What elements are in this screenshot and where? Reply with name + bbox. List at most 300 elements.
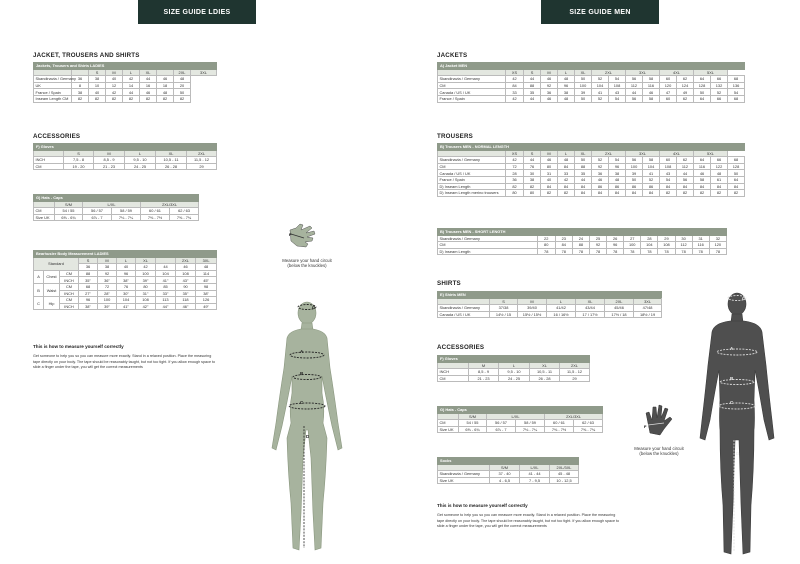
table-cell: 84 — [643, 190, 660, 197]
table-cell: 8,5 - 9 — [94, 157, 125, 164]
table-cell: 84 — [677, 183, 694, 190]
ladies-size-table — [33, 62, 217, 103]
table-cell: France / Spain — [34, 89, 72, 96]
table-cell: XL — [140, 69, 157, 76]
table-cell: 14½ / 15 — [490, 311, 518, 318]
table-title: G) Hats - Caps — [34, 195, 199, 202]
table-cell: 58 / 59 — [516, 420, 545, 427]
table-cell: 61 — [711, 176, 728, 183]
table-cell: 2XL — [174, 69, 191, 76]
table-cell: 44 — [140, 76, 157, 83]
table-cell: 46 — [643, 89, 660, 96]
table-cell: 7⅝ - 7¾ — [170, 214, 199, 221]
label-f: F — [644, 424, 647, 429]
table-cell: 66 — [711, 76, 728, 83]
table-cell: 85 — [156, 283, 176, 290]
table-cell: 96 — [79, 297, 98, 304]
table-cell: CM — [438, 242, 538, 249]
table-cell: 36 — [592, 170, 609, 177]
table-cell: France / Spain — [438, 95, 506, 102]
table-cell: 2XL — [592, 150, 626, 157]
table-cell: 50 — [575, 76, 592, 83]
table-cell: 78 — [641, 248, 658, 255]
table-cell: 4XL — [660, 150, 694, 157]
left-hand-caption: Measure your hand circuit (below the knuckles) — [282, 258, 332, 269]
table-cell: 82 — [558, 190, 575, 197]
table-cell: 46 — [157, 76, 174, 83]
table-cell: 38 — [558, 89, 575, 96]
table-cell: 120 — [660, 82, 677, 89]
table-cell: 48 — [196, 264, 217, 271]
men-shirts-table — [437, 291, 662, 318]
table-cell: 50 — [626, 176, 643, 183]
table-cell: 96 — [607, 242, 624, 249]
table-cell: S — [79, 257, 98, 264]
table-cell: 56 / 57 — [487, 420, 516, 427]
table-cell: 78 — [537, 248, 555, 255]
table-cell: 104 — [592, 82, 609, 89]
table-cell: 7⅛ - 7¼ — [516, 426, 545, 433]
label-b: B — [300, 371, 304, 376]
table-cell: 113 — [156, 297, 176, 304]
table-cell: Skandinavia / Germany — [438, 157, 506, 164]
group-name: Hip — [44, 297, 60, 310]
table-cell: 10 - 12,5 — [550, 477, 579, 484]
table-cell: 82 — [157, 95, 174, 102]
table-cell: 30" — [117, 290, 136, 297]
label-f: F — [289, 232, 292, 237]
men-gloves-table — [437, 355, 590, 382]
table-cell: 60 — [660, 95, 677, 102]
table-cell: 11,5 - 12 — [187, 157, 217, 164]
table-cell: 31" — [136, 290, 156, 297]
table-cell: 28 — [506, 170, 524, 177]
table-cell: 56 — [626, 76, 643, 83]
table-cell: XL — [530, 362, 560, 369]
table-cell: 38 — [524, 176, 541, 183]
table-cell: Skandinavia / Germany — [438, 305, 490, 312]
table-cell: 46 — [541, 157, 558, 164]
table-cell: UK — [34, 82, 72, 89]
table-cell: 50 — [575, 95, 592, 102]
table-cell: 6⅝ - 6¾ — [459, 426, 487, 433]
table-cell: 8,5 - 9 — [469, 369, 499, 376]
table-cell — [438, 298, 490, 305]
table-cell: 42 — [506, 76, 524, 83]
table-cell: 90 — [176, 283, 196, 290]
table-cell: 104 — [156, 270, 176, 277]
table-cell: 82 — [524, 183, 541, 190]
table-cell — [438, 362, 469, 369]
table-cell: 39/40 — [518, 305, 547, 312]
table-cell: 30 — [524, 170, 541, 177]
table-cell: 76 — [117, 283, 136, 290]
table-cell: 96 — [117, 270, 136, 277]
table-title: A) Jacket MEN — [438, 63, 745, 70]
table-cell: 36 — [541, 89, 558, 96]
group-name: Chest — [44, 270, 60, 283]
table-cell: 18½ / 19 — [634, 311, 662, 318]
table-cell: 84 — [555, 242, 572, 249]
table-cell: 54 — [660, 176, 677, 183]
table-cell: 82 — [541, 190, 558, 197]
table-cell: 108 — [660, 163, 677, 170]
table-cell: Canada / US / UK — [438, 89, 506, 96]
table-cell: XL — [576, 298, 605, 305]
table-cell: 2XL/3XL — [550, 464, 579, 471]
table-cell: 38 — [98, 264, 117, 271]
table-cell: 3XL — [626, 150, 660, 157]
table-cell: 16 / 16½ — [547, 311, 576, 318]
table-cell: 84 — [558, 163, 575, 170]
table-cell: D) Inseam Length — [438, 248, 538, 255]
table-cell: 2XL — [187, 150, 217, 157]
table-cell: 35" — [79, 277, 98, 284]
men-socks-table — [437, 457, 579, 484]
woman-figure — [262, 298, 352, 563]
table-cell: 8 — [72, 82, 89, 89]
table-cell: 38" — [117, 277, 136, 284]
table-cell: 84 — [694, 183, 711, 190]
table-cell: 41" — [117, 303, 136, 310]
table-cell: 48 — [609, 176, 626, 183]
table-cell: 29 — [560, 375, 590, 382]
table-cell: 112 — [626, 82, 643, 89]
table-cell: 56 — [677, 176, 694, 183]
table-cell: 48 — [558, 157, 575, 164]
table-cell: Standard — [34, 257, 79, 270]
table-cell: Skandinavia / Germany — [438, 471, 490, 478]
table-cell: 56 — [626, 95, 643, 102]
table-title: E) Shirts MEN — [438, 292, 662, 299]
table-cell: 80 — [506, 190, 524, 197]
table-cell: 62 — [677, 157, 694, 164]
table-cell: 82 — [72, 95, 89, 102]
table-cell: 16 — [140, 82, 157, 89]
table-cell: XL — [136, 257, 156, 264]
men-jacket-table — [437, 62, 745, 103]
table-cell: 43 — [609, 89, 626, 96]
table-cell: 28 — [641, 235, 658, 242]
table-cell: 116 — [643, 82, 660, 89]
table-cell: 2XL — [592, 69, 626, 76]
left-how-title: This is how to measure yourself correctly — [33, 344, 124, 349]
table-cell: 132 — [711, 82, 728, 89]
table-cell: 82 — [677, 190, 694, 197]
table-cell: D) Inseam Length merino trousers — [438, 190, 506, 197]
table-cell: 52 — [592, 76, 609, 83]
right-section-accessories: ACCESSORIES — [437, 344, 485, 351]
table-cell: 35 — [575, 170, 592, 177]
table-cell: 26 — [607, 235, 624, 242]
table-cell: 28" — [98, 290, 117, 297]
table-cell: 54 — [609, 95, 626, 102]
table-cell: CM — [34, 163, 64, 170]
table-cell: S — [524, 150, 541, 157]
table-cell: XS — [506, 69, 524, 76]
table-cell: 42 — [123, 76, 140, 83]
table-cell: 45" — [196, 277, 217, 284]
table-cell: 86 — [592, 183, 609, 190]
label-a: A — [300, 349, 304, 354]
table-cell: 46 — [541, 95, 558, 102]
table-cell: 84 — [609, 190, 626, 197]
group-letter: B — [34, 283, 44, 296]
table-cell: 96 — [609, 163, 626, 170]
table-cell: 44 — [524, 157, 541, 164]
table-cell: 49 — [677, 89, 694, 96]
left-how-text: Get someone to help you so you can measure more exactly. Stand in a relaxed position. Place the measuring tape directly on your body. The tape should be reasonably taught, but not too tight. If you allow enough space to slide a finger under the tape, you will get the correct measurements — [33, 354, 216, 370]
table-cell: 39" — [98, 303, 117, 310]
table-cell: 84 — [541, 183, 558, 190]
table-cell: 54 / 55 — [459, 420, 487, 427]
table-cell: L — [499, 362, 530, 369]
table-cell: 84 — [626, 190, 643, 197]
table-cell: 30 — [675, 235, 692, 242]
table-cell: 68 — [728, 76, 745, 83]
table-cell: 35" — [176, 290, 196, 297]
table-cell: 68 — [79, 283, 98, 290]
table-cell: 38 — [609, 170, 626, 177]
table-cell: 5XL — [694, 69, 728, 76]
table-cell: 82 — [694, 190, 711, 197]
table-cell: 72 — [98, 283, 117, 290]
table-cell: 44" — [156, 303, 176, 310]
table-cell: 64 — [694, 76, 711, 83]
table-cell: 3XL — [196, 257, 217, 264]
table-cell: 2XL — [560, 362, 590, 369]
men-trousers-normal-table — [437, 143, 745, 197]
right-how-text: Get someone to help you so you can measure more exactly. Stand in a relaxed position. Place the measuring tape directly on your body. The tape should be reasonably taught, but not too tight. If you allow enough space to slide a finger under the tape, you will get the correct measurements — [437, 513, 620, 529]
table-cell: 52 — [592, 157, 609, 164]
table-cell: Size UK — [438, 426, 459, 433]
table-cell: 82 — [140, 95, 157, 102]
table-cell: L/XL — [83, 201, 141, 208]
table-cell: 62 — [677, 76, 694, 83]
table-cell: 9,5 - 10 — [499, 369, 530, 376]
table-cell: 42 — [136, 264, 156, 271]
right-banner: SIZE GUIDE MEN — [541, 0, 659, 24]
right-section-jackets: JACKETS — [437, 52, 468, 59]
label-b: B — [730, 376, 734, 381]
label-c: C — [300, 400, 304, 405]
table-cell: 44 — [626, 89, 643, 96]
table-cell: 96 — [558, 82, 575, 89]
table-cell: Inseam Length CM — [34, 95, 72, 102]
table-cell: 42 — [506, 157, 524, 164]
table-cell: S — [490, 298, 518, 305]
table-cell: 45/46 — [605, 305, 634, 312]
table-cell: 64 — [728, 176, 745, 183]
label-a: A — [730, 346, 734, 351]
table-title: B) Trousers MEN - SHORT LENGTH — [438, 229, 727, 236]
table-cell: 7,5 - 8 — [64, 157, 94, 164]
table-cell: 10,5 - 11 — [156, 157, 187, 164]
table-cell: 122 — [711, 163, 728, 170]
table-cell — [34, 150, 64, 157]
table-cell: 78 — [607, 248, 624, 255]
table-cell — [34, 201, 55, 208]
table-cell: 44 — [524, 95, 541, 102]
table-cell: 68 — [728, 95, 745, 102]
table-cell: 82 — [506, 183, 524, 190]
table-cell: S — [524, 69, 541, 76]
table-cell: XL — [575, 69, 592, 76]
table-cell: L — [547, 298, 576, 305]
table-cell: 44 — [524, 76, 541, 83]
men-trousers-short-table — [437, 228, 727, 255]
table-cell: Canada / US / UK — [438, 170, 506, 177]
table-cell: 66 — [711, 95, 728, 102]
table-cell: 33" — [156, 290, 176, 297]
table-cell: 46" — [176, 303, 196, 310]
table-cell: 39 — [626, 170, 643, 177]
table-title: F) Gloves — [438, 356, 590, 363]
table-cell: 92 — [592, 163, 609, 170]
table-cell: 92 — [541, 82, 558, 89]
table-cell: 108 — [658, 242, 675, 249]
table-cell — [438, 464, 490, 471]
table-cell: 108 — [176, 270, 196, 277]
left-banner: SIZE GUIDE LDIES — [138, 0, 256, 24]
table-cell: 80 — [541, 163, 558, 170]
label-d: D — [306, 434, 310, 439]
table-cell: M — [541, 69, 558, 76]
table-title: Jackets, Trousers and Shirts LADIES — [34, 63, 217, 70]
table-cell: 24 - 25 — [125, 163, 156, 170]
table-cell: 80 — [537, 242, 555, 249]
table-cell: L/XL — [487, 413, 545, 420]
table-cell: 50 — [575, 157, 592, 164]
table-cell: 86 — [626, 183, 643, 190]
table-cell: 45 - 48 — [550, 471, 579, 478]
table-cell: 98 — [196, 283, 217, 290]
table-cell: 86 — [643, 183, 660, 190]
table-cell: 52 — [711, 89, 728, 96]
table-cell: 42 — [558, 176, 575, 183]
table-cell: 108 — [136, 297, 156, 304]
table-cell: 6⅞ - 7 — [487, 426, 516, 433]
table-title: Socks — [438, 458, 579, 465]
table-cell: 54 — [728, 89, 745, 96]
table-cell: 42" — [136, 303, 156, 310]
table-cell: M — [518, 298, 547, 305]
table-cell: 84 — [592, 190, 609, 197]
table-cell: 68 — [728, 157, 745, 164]
table-cell: 2XL — [605, 298, 634, 305]
table-cell: 62 / 63 — [170, 208, 199, 215]
table-cell: 104 — [641, 242, 658, 249]
table-cell: 4XL — [660, 69, 694, 76]
table-cell: 78 — [572, 248, 589, 255]
table-cell: 82 — [728, 190, 745, 197]
table-cell — [438, 150, 506, 157]
group-letter: C — [34, 297, 44, 310]
table-cell: 100 — [626, 163, 643, 170]
table-cell: 3XL — [634, 298, 662, 305]
table-cell: 46 — [592, 176, 609, 183]
table-cell: 46 — [694, 170, 711, 177]
table-cell: Skandinavia / Germany — [35, 76, 76, 82]
left-section-jackets: JACKET, TROUSERS AND SHIRTS — [33, 52, 140, 59]
table-cell: XL — [575, 150, 592, 157]
table-cell: 17½ / 18 — [605, 311, 634, 318]
table-cell: 60 / 61 — [545, 420, 574, 427]
table-cell: D) Inseam Length — [438, 183, 506, 190]
table-cell: 33 — [506, 89, 524, 96]
ladies-hats-table — [33, 194, 199, 221]
table-cell: 60 — [660, 76, 677, 83]
table-cell: 58 — [643, 76, 660, 83]
ladies-body-measurement-table — [33, 250, 217, 310]
table-cell: L — [558, 150, 575, 157]
table-cell: 31 — [541, 170, 558, 177]
table-cell: 26 - 28 — [530, 375, 560, 382]
table-cell: 124 — [677, 82, 694, 89]
table-title: G) Hats - Caps — [438, 407, 603, 414]
table-cell: 54 / 55 — [55, 208, 83, 215]
table-cell: 7⅛ - 7¼ — [112, 214, 141, 221]
table-cell: 84 — [575, 183, 592, 190]
table-cell: M — [98, 257, 117, 264]
table-cell: 64 — [694, 157, 711, 164]
table-cell: 118 — [176, 297, 196, 304]
label-g: G — [312, 305, 316, 310]
table-cell: 37 - 40 — [490, 471, 520, 478]
table-cell: CM — [60, 297, 79, 304]
table-cell: 76 — [524, 163, 541, 170]
table-cell: 21 - 23 — [469, 375, 499, 382]
table-cell: 126 — [196, 297, 217, 304]
table-cell: 50 — [694, 89, 711, 96]
table-cell: 6⅞ - 7 — [83, 214, 112, 221]
table-cell: 6⅝ - 6¾ — [55, 214, 83, 221]
label-g: G — [742, 296, 746, 301]
table-cell: 92 — [98, 270, 117, 277]
table-cell: L — [558, 69, 575, 76]
table-cell: 31 — [692, 235, 709, 242]
table-cell: 82 — [89, 95, 106, 102]
table-cell: 41 — [592, 89, 609, 96]
table-cell: INCH — [60, 290, 79, 297]
table-cell: 24 - 25 — [499, 375, 530, 382]
table-cell: S — [64, 150, 94, 157]
table-cell: 40 — [89, 89, 106, 96]
table-cell: 62 / 63 — [574, 420, 603, 427]
table-cell: 78 — [675, 248, 692, 255]
table-cell: INCH — [34, 157, 64, 164]
table-cell: 86 — [609, 183, 626, 190]
table-cell: 21 - 23 — [94, 163, 125, 170]
table-cell: 33 — [558, 170, 575, 177]
table-cell: 56 / 57 — [83, 208, 112, 215]
table-cell: 2XL/3XL — [141, 201, 199, 208]
table-cell: 42 — [506, 95, 524, 102]
table-cell: S/M — [55, 201, 83, 208]
table-cell: 44 — [156, 264, 176, 271]
table-cell: 80 — [524, 190, 541, 197]
men-hats-table — [437, 406, 603, 433]
table-cell: 19 - 20 — [64, 163, 94, 170]
table-cell: 58 — [643, 157, 660, 164]
table-cell: 17 / 17½ — [576, 311, 605, 318]
table-cell: INCH — [438, 369, 469, 376]
table-cell: 84 — [711, 183, 728, 190]
right-hand-caption: Measure your hand circuit (below the knuckles) — [634, 446, 684, 457]
table-cell: 10,5 - 11 — [530, 369, 560, 376]
table-title: F) Gloves — [34, 144, 217, 151]
table-cell: 3XL — [626, 69, 660, 76]
